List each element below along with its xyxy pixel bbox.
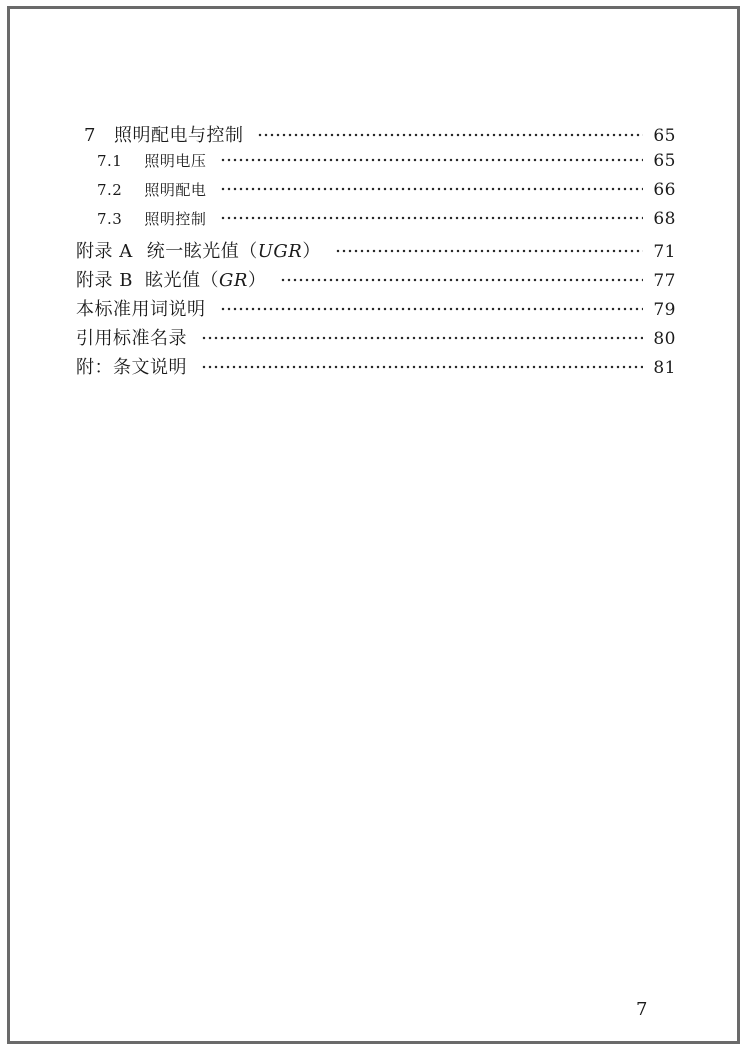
toc-entry-page: 65 xyxy=(653,126,676,146)
toc-entry-prefix: 附录 B xyxy=(76,270,133,291)
toc-entry-page: 68 xyxy=(653,209,676,229)
table-of-contents xyxy=(76,121,676,382)
toc-entry-number: 7.2 xyxy=(97,181,123,199)
toc-entry-clause-explanation[interactable] xyxy=(76,353,676,382)
toc-entry-number: 7 xyxy=(84,125,96,146)
dot-leader xyxy=(335,249,644,253)
toc-entry-chapter-7[interactable] xyxy=(76,121,676,150)
toc-entry-page: 65 xyxy=(653,151,676,171)
toc-entry-title: 本标准用词说明 xyxy=(76,299,206,320)
dot-leader xyxy=(220,187,643,191)
toc-entry-number: 7.1 xyxy=(97,152,123,170)
toc-entry-title: 引用标准名录 xyxy=(76,328,187,349)
toc-entry-title: 照明控制 xyxy=(144,210,207,228)
toc-entry-appendix-b[interactable] xyxy=(76,266,676,295)
page-number-folio: 7 xyxy=(636,999,648,1020)
dot-leader xyxy=(201,336,643,340)
toc-entry-appendix-a[interactable] xyxy=(76,237,676,266)
toc-entry-title: 统一眩光值（UGR） xyxy=(146,241,321,262)
toc-entry-page: 71 xyxy=(653,242,676,262)
toc-entry-page: 80 xyxy=(653,329,676,349)
toc-entry-page: 79 xyxy=(653,300,676,320)
dot-leader xyxy=(220,307,644,311)
toc-entry-section-7-2[interactable] xyxy=(76,179,676,208)
dot-leader xyxy=(220,158,643,162)
toc-entry-title: 照明电压 xyxy=(144,152,207,170)
gr-symbol: GR xyxy=(218,270,248,291)
toc-entry-title: 照明配电与控制 xyxy=(113,125,244,146)
toc-entry-section-7-1[interactable] xyxy=(76,150,676,179)
toc-entry-page: 66 xyxy=(653,180,676,200)
toc-entry-wording-explanation[interactable] xyxy=(76,295,676,324)
toc-entry-title: 眩光值（GR） xyxy=(144,270,267,291)
toc-entry-page: 77 xyxy=(653,271,676,291)
toc-entry-referenced-standards[interactable] xyxy=(76,324,676,353)
toc-entry-section-7-3[interactable] xyxy=(76,208,676,237)
toc-entry-page: 81 xyxy=(653,358,676,378)
toc-entry-number: 7.3 xyxy=(97,210,123,228)
dot-leader xyxy=(257,133,643,137)
toc-entry-prefix: 附录 A xyxy=(76,241,133,262)
ugr-symbol: UGR xyxy=(257,241,303,262)
toc-entry-title: 照明配电 xyxy=(144,181,207,199)
dot-leader xyxy=(220,216,643,220)
document-page xyxy=(7,6,740,1044)
dot-leader xyxy=(201,365,643,369)
dot-leader xyxy=(280,278,643,282)
toc-entry-title: 附：条文说明 xyxy=(76,357,187,378)
